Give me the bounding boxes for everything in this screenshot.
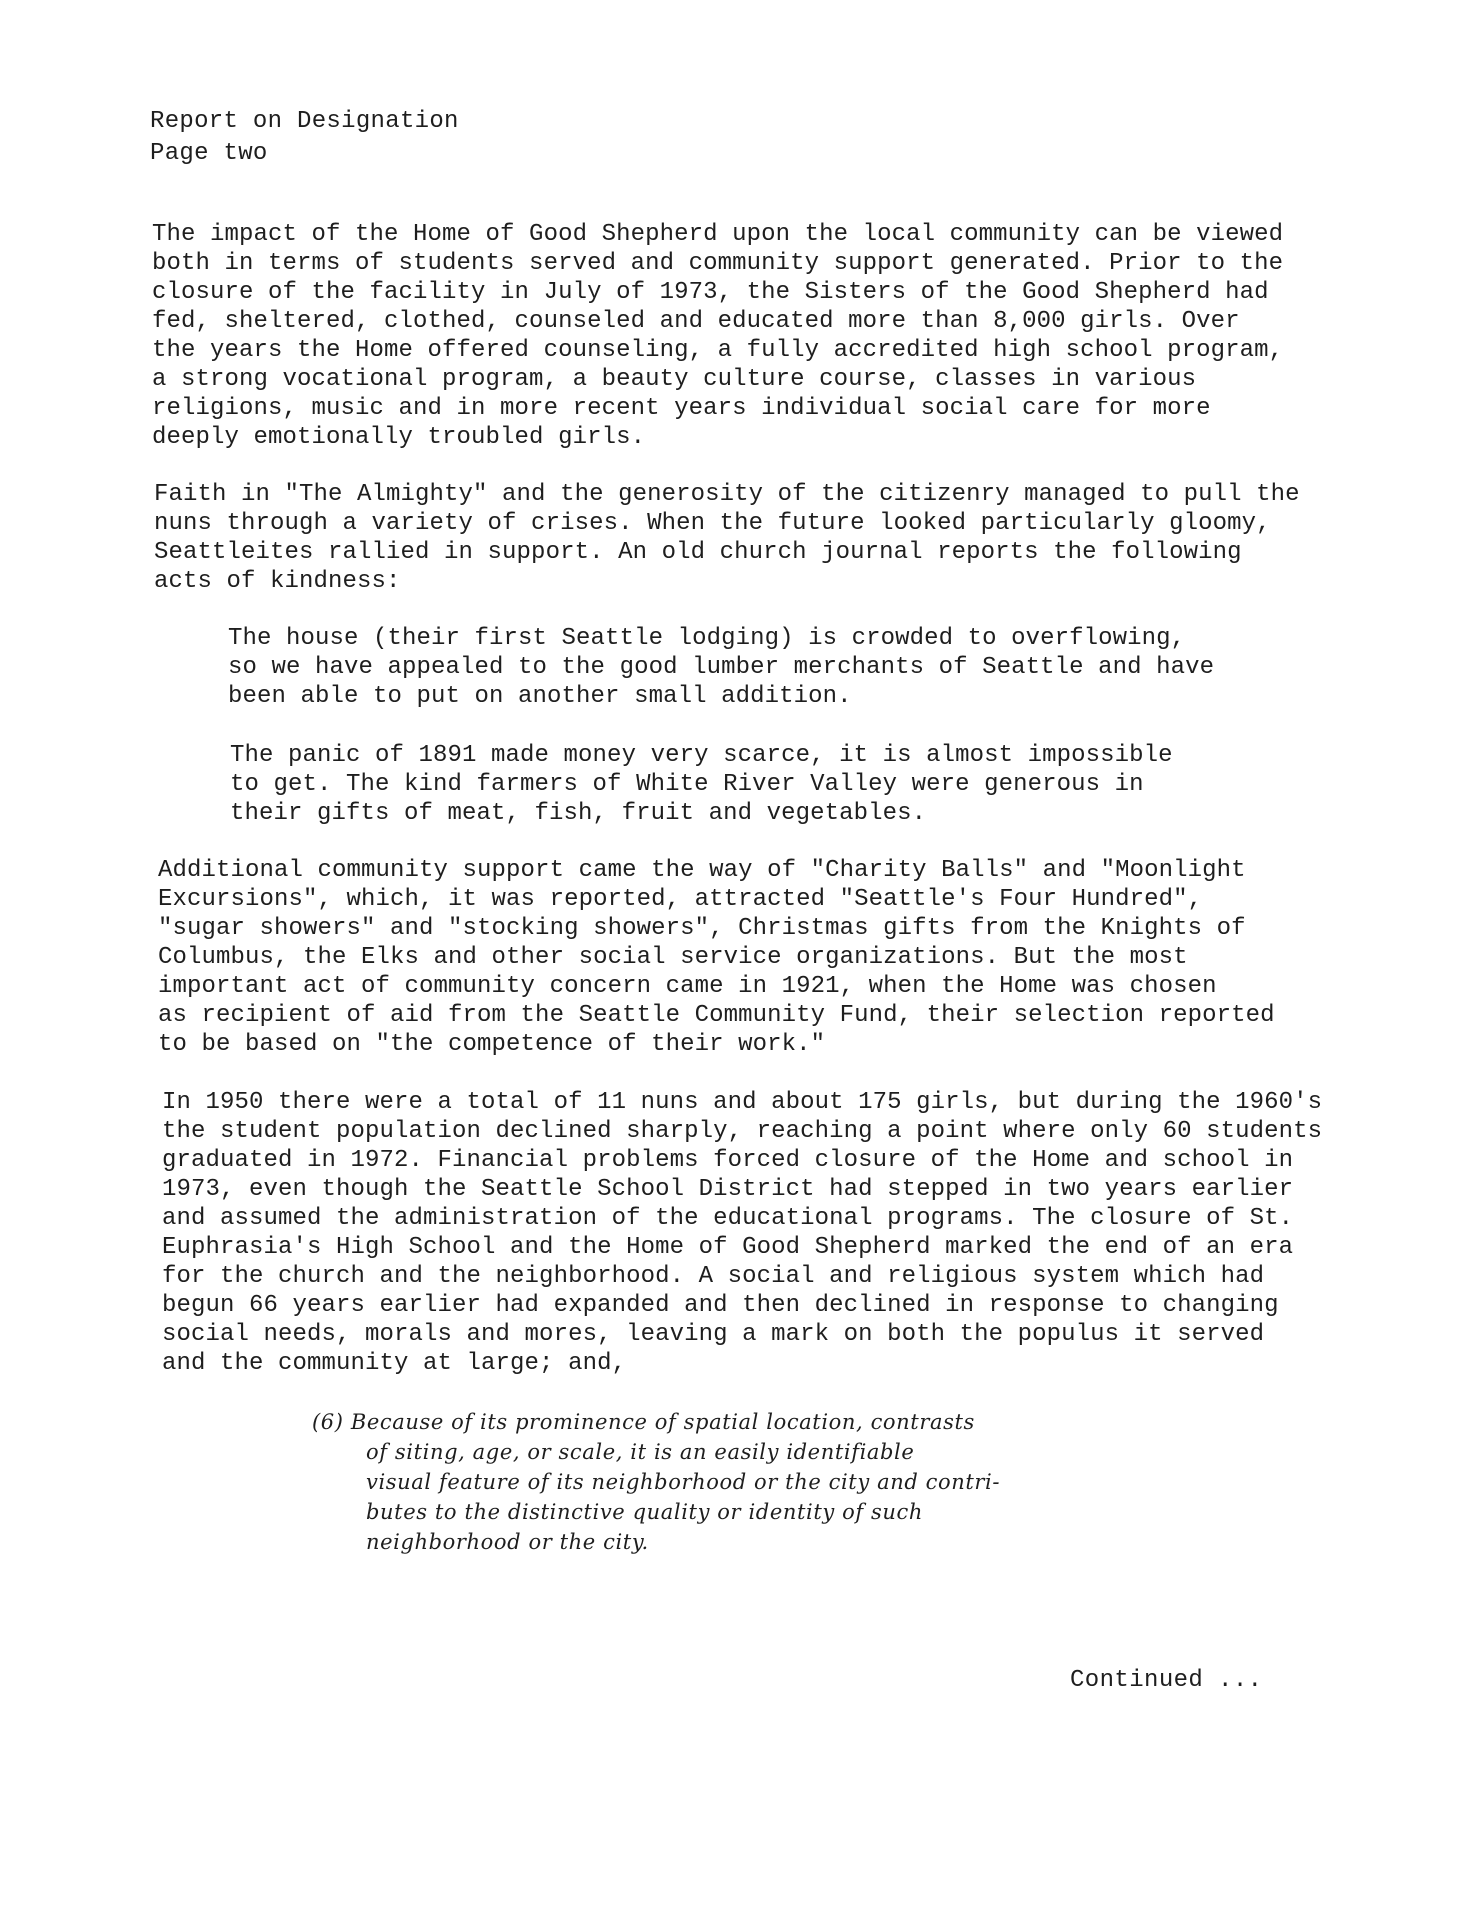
- text-line: visual feature of its neighborhood or the city and contri-: [366, 1470, 1001, 1494]
- text-line: important act of community concern came in 1921, when the Home was chosen: [158, 973, 1217, 1000]
- text-line: their gifts of meat, fish, fruit and vegetables.: [230, 800, 927, 827]
- text-line: Excursions", which, it was reported, attracted "Seattle's Four Hundred",: [158, 886, 1203, 913]
- text-line: In 1950 there were a total of 11 nuns and about 175 girls, but during the 1960's: [162, 1089, 1323, 1116]
- text-line: the student population declined sharply, reaching a point where only 60 students: [162, 1118, 1323, 1145]
- text-line: The impact of the Home of Good Shepherd upon the local community can be viewed: [152, 221, 1284, 248]
- text-line: Faith in "The Almighty" and the generosity of the citizenry managed to pull the: [154, 481, 1300, 508]
- text-line: Additional community support came the way of "Charity Balls" and "Moonlight: [158, 857, 1246, 884]
- text-line: to get. The kind farmers of White River Valley were generous in: [230, 771, 1144, 798]
- text-line: to be based on "the competence of their work.": [158, 1031, 826, 1058]
- page-header: [150, 106, 459, 170]
- text-line: a strong vocational program, a beauty culture course, classes in various: [152, 366, 1197, 393]
- text-line: Seattleites rallied in support. An old church journal reports the following: [154, 539, 1242, 566]
- designation-criterion-6: [312, 1407, 1000, 1557]
- text-line: Euphrasia's High School and the Home of Good Shepherd marked the end of an era: [162, 1234, 1294, 1261]
- text-line: Columbus, the Elks and other social service organizations. But the most: [158, 944, 1188, 971]
- block-quote-house: [228, 624, 1214, 711]
- report-title: Report on Designation: [150, 108, 459, 135]
- text-line: nuns through a variety of crises. When the future looked particularly gloomy,: [154, 510, 1271, 537]
- text-line: social needs, morals and mores, leaving a mark on both the populus it served: [162, 1321, 1265, 1348]
- text-line: fed, sheltered, clothed, counseled and educated more than 8,000 girls. Over: [152, 308, 1240, 335]
- text-line: the years the Home offered counseling, a fully accredited high school program,: [152, 337, 1284, 364]
- text-line: butes to the distinctive quality or identity of such: [366, 1500, 923, 1524]
- text-line: neighborhood or the city.: [366, 1530, 649, 1554]
- paragraph-faith: [154, 480, 1300, 596]
- text-line: (6) Because of its prominence of spatial location, contrasts: [312, 1410, 975, 1434]
- text-line: The panic of 1891 made money very scarce, it is almost impossible: [230, 742, 1173, 769]
- text-line: so we have appealed to the good lumber merchants of Seattle and have: [228, 654, 1215, 681]
- paragraph-decline: [162, 1088, 1322, 1378]
- text-line: and the community at large; and,: [162, 1350, 627, 1377]
- text-line: graduated in 1972. Financial problems forced closure of the Home and school in: [162, 1147, 1294, 1174]
- text-line: both in terms of students served and community support generated. Prior to the: [152, 250, 1284, 277]
- text-line: been able to put on another small addition.: [228, 683, 852, 710]
- text-line: The house (their first Seattle lodging) is crowded to overflowing,: [228, 625, 1186, 652]
- text-line: as recipient of aid from the Seattle Community Fund, their selection reported: [158, 1002, 1275, 1029]
- text-line: and assumed the administration of the educational programs. The closure of St.: [162, 1205, 1294, 1232]
- paragraph-support: [158, 856, 1275, 1059]
- text-line: of siting, age, or scale, it is an easily identifiable: [366, 1440, 915, 1464]
- continued-note: Continued ...: [1070, 1667, 1263, 1694]
- text-line: closure of the facility in July of 1973, the Sisters of the Good Shepherd had: [152, 279, 1269, 306]
- text-line: acts of kindness:: [154, 568, 401, 595]
- text-line: "sugar showers" and "stocking showers", Christmas gifts from the Knights of: [158, 915, 1246, 942]
- block-quote-panic: [230, 741, 1173, 828]
- paragraph-impact: [152, 220, 1283, 452]
- text-line: 1973, even though the Seattle School District had stepped in two years earlier: [162, 1176, 1294, 1203]
- text-line: begun 66 years earlier had expanded and then declined in response to changing: [162, 1292, 1279, 1319]
- page-number: Page two: [150, 140, 268, 167]
- text-line: for the church and the neighborhood. A social and religious system which had: [162, 1263, 1265, 1290]
- text-line: religions, music and in more recent years individual social care for more: [152, 395, 1211, 422]
- text-line: deeply emotionally troubled girls.: [152, 424, 646, 451]
